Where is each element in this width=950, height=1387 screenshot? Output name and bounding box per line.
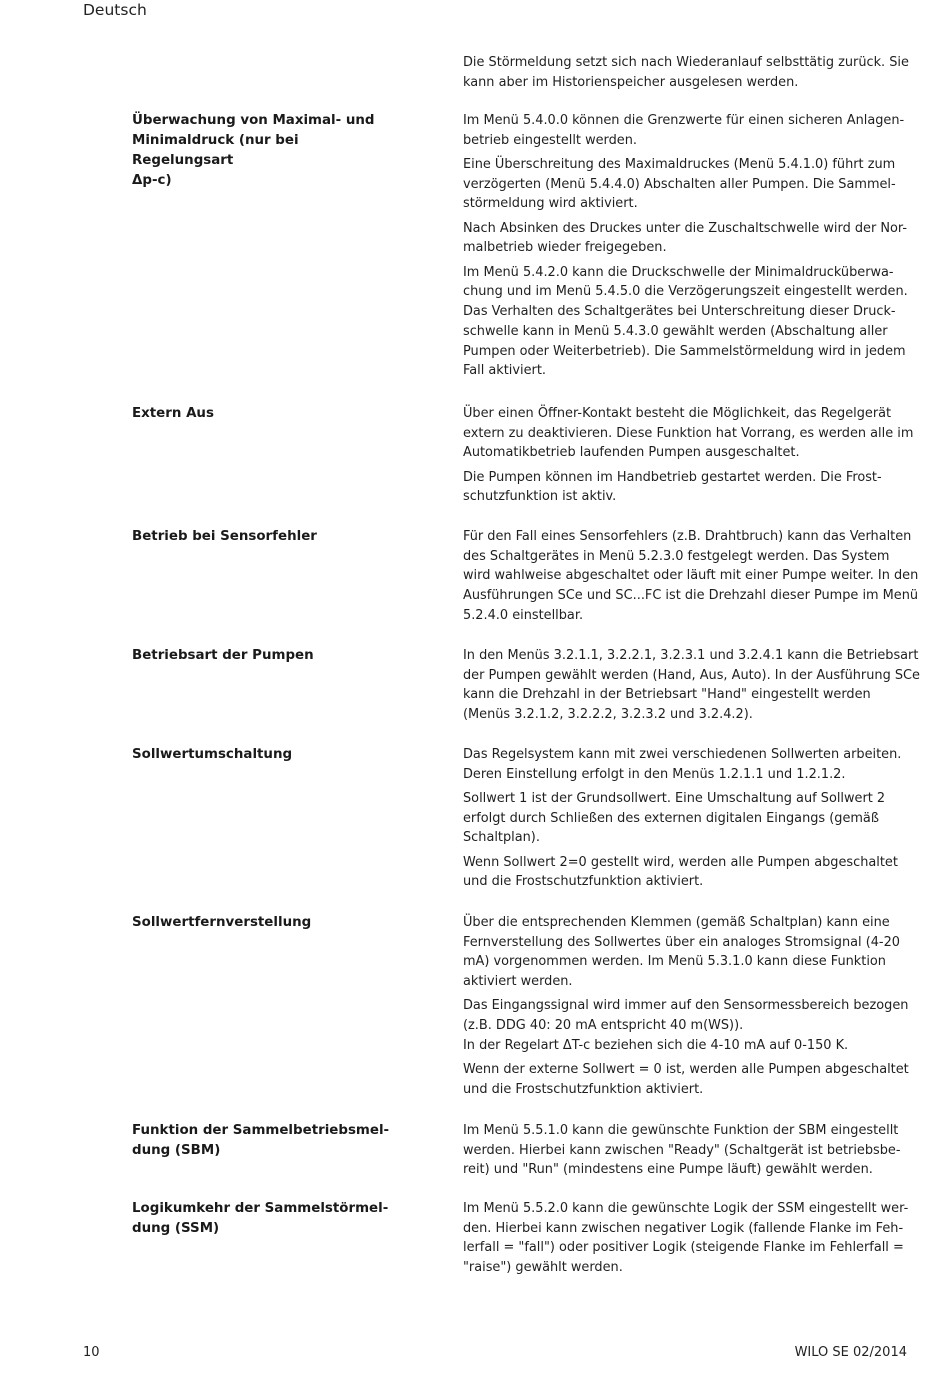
text-line: und die Frostschutzfunktion aktiviert. [463,874,704,890]
paragraph [463,527,919,626]
text-line: Im Menü 5.5.2.0 kann die gewünschte Logik der SSM eingestellt wer- [463,1201,909,1216]
section-body [463,53,909,97]
section-body [463,745,909,897]
text-line: Eine Überschreitung des Maximaldruckes (Menü 5.4.1.0) führt zum [463,157,896,172]
paragraph [463,913,909,992]
text-line: In den Menüs 3.2.1.1, 3.2.2.1, 3.2.3.1 und 3.2.4.1 kann die Betriebsart [463,648,919,663]
section-body [463,404,914,512]
text-line: Ausführungen SCe und SC...FC ist die Drehzahl dieser Pumpe im Menü [463,588,919,604]
text-line: aktiviert werden. [463,974,573,990]
section-body [463,646,920,729]
paragraph [463,468,909,507]
text-line: Nach Absinken des Druckes unter die Zuschaltschwelle wird der Nor- [463,220,908,236]
section-body [463,1199,909,1282]
text-line: reit) und "Run" (mindestens eine Pumpe läuft) gewählt werden. [463,1162,873,1178]
footer-brand: WILO SE 02/2014 [794,1345,907,1360]
text-line: den. Hierbei kann zwischen negativer Logik (fallende Flanke im Feh- [463,1220,904,1236]
text-line: wird wahlweise abgeschaltet oder läuft mit einer Pumpe weiter. In den [463,568,919,584]
paragraph [463,263,909,381]
section-title: Sollwertumschaltung [132,747,293,762]
section-title: Extern Aus [132,406,214,421]
section-body [463,111,909,386]
paragraph [463,404,914,463]
paragraph [463,1199,909,1278]
section-body [463,527,919,630]
text-line: schwelle kann in Menü 5.4.3.0 gewählt werden (Abschaltung aller [463,323,888,339]
text-line: Schaltplan). [463,830,540,846]
text-line: werden. Hierbei kann zwischen "Ready" (Schaltgerät ist betriebsbe- [463,1142,901,1158]
section-body [463,1121,909,1185]
text-line: Fall aktiviert. [463,363,546,379]
text-line: Die Pumpen können im Handbetrieb gestartet werden. Die Frost- [463,469,882,485]
paragraph [463,789,909,848]
text-line: betrieb eingestellt werden. [463,132,637,148]
section-title: Überwachung von Maximal- und Minimaldruck (nur bei Regelungsart Δp-c) [132,113,375,188]
text-line: In der Regelart ΔT-c beziehen sich die 4-10 mA auf 0-150 K. [463,1037,849,1053]
text-line: schutzfunktion ist aktiv. [463,489,617,505]
text-line: Im Menü 5.4.2.0 kann die Druckschwelle der Minimaldrucküberwa- [463,264,894,280]
section-title: Funktion der Sammelbetriebsmel- dung (SBM) [132,1123,390,1158]
header-language: Deutsch [83,1,147,19]
text-line: Die Störmeldung setzt sich nach Wiederanlauf selbsttätig zurück. Sie [463,55,909,70]
text-line: erfolgt durch Schließen des externen digitalen Eingangs (gemäß [463,810,879,826]
text-line: kann aber im Historienspeicher ausgelesen werden. [463,74,799,90]
paragraph [463,1060,909,1099]
text-line: (Menüs 3.2.1.2, 3.2.2.2, 3.2.3.2 und 3.2.4.2). [463,707,753,723]
text-line: (z.B. DDG 40: 20 mA entspricht 40 m(WS)). [463,1018,744,1034]
paragraph [463,646,920,725]
text-line: der Pumpen gewählt werden (Hand, Aus, Auto). In der Ausführung SCe [463,667,920,683]
text-line: Das Regelsystem kann mit zwei verschiedenen Sollwerten arbeiten. [463,747,902,762]
text-line: des Schaltgerätes in Menü 5.2.3.0 festgelegt werden. Das System [463,548,890,564]
text-line: kann die Drehzahl in der Betriebsart "Hand" eingestellt werden [463,687,871,703]
text-line: Über einen Öffner-Kontakt besteht die Möglichkeit, das Regelgerät [463,406,892,421]
text-line: malbetrieb wieder freigegeben. [463,240,667,256]
page-number: 10 [83,1345,100,1360]
section-title: Betrieb bei Sensorfehler [132,529,317,544]
text-line: Fernverstellung des Sollwertes über ein analoges Stromsignal (4-20 [463,934,900,950]
text-line: Sollwert 1 ist der Grundsollwert. Eine Umschaltung auf Sollwert 2 [463,791,886,806]
text-line: lerfall = "fall") oder positiver Logik (steigende Flanke im Fehlerfall = [463,1240,904,1256]
text-line: 5.2.4.0 einstellbar. [463,607,584,623]
section-title: Logikumkehr der Sammelstörmel- dung (SSM) [132,1201,389,1236]
text-line: chung und im Menü 5.4.5.0 die Verzögerungszeit eingestellt werden. [463,284,908,300]
text-line: Über die entsprechenden Klemmen (gemäß Schaltplan) kann eine [463,915,890,930]
text-line: störmeldung wird aktiviert. [463,196,638,212]
text-line: Das Eingangssignal wird immer auf den Sensormessbereich bezogen [463,998,909,1014]
text-line: Für den Fall eines Sensorfehlers (z.B. Drahtbruch) kann das Verhalten [463,529,912,544]
text-line: extern zu deaktivieren. Diese Funktion hat Vorrang, es werden alle im [463,425,914,441]
paragraph [463,53,909,92]
paragraph [463,1121,909,1180]
paragraph [463,853,909,892]
text-line: Automatikbetrieb laufenden Pumpen ausgeschaltet. [463,445,800,461]
text-line: "raise") gewählt werden. [463,1260,623,1276]
section-title: Betriebsart der Pumpen [132,648,314,663]
paragraph [463,111,909,150]
text-line: Wenn Sollwert 2=0 gestellt wird, werden alle Pumpen abgeschaltet [463,854,898,870]
paragraph [463,745,909,784]
text-line: verzögerten (Menü 5.4.4.0) Abschalten aller Pumpen. Die Sammel- [463,176,896,192]
text-line: Im Menü 5.4.0.0 können die Grenzwerte für einen sicheren Anlagen- [463,113,905,128]
paragraph [463,155,909,214]
text-line: Wenn der externe Sollwert = 0 ist, werden alle Pumpen abgeschaltet [463,1062,909,1078]
text-line: Deren Einstellung erfolgt in den Menüs 1.2.1.1 und 1.2.1.2. [463,766,846,782]
text-line: mA) vorgenommen werden. Im Menü 5.3.1.0 kann diese Funktion [463,954,886,970]
text-line: Das Verhalten des Schaltgerätes bei Unterschreitung dieser Druck- [463,304,896,320]
paragraph [463,219,909,258]
section-title: Sollwertfernverstellung [132,915,312,930]
text-line: Im Menü 5.5.1.0 kann die gewünschte Funktion der SBM eingestellt [463,1123,899,1138]
section-body [463,913,909,1104]
paragraph [463,996,909,1055]
text-line: und die Frostschutzfunktion aktiviert. [463,1081,704,1097]
text-line: Pumpen oder Weiterbetrieb). Die Sammelstörmeldung wird in jedem [463,343,906,359]
